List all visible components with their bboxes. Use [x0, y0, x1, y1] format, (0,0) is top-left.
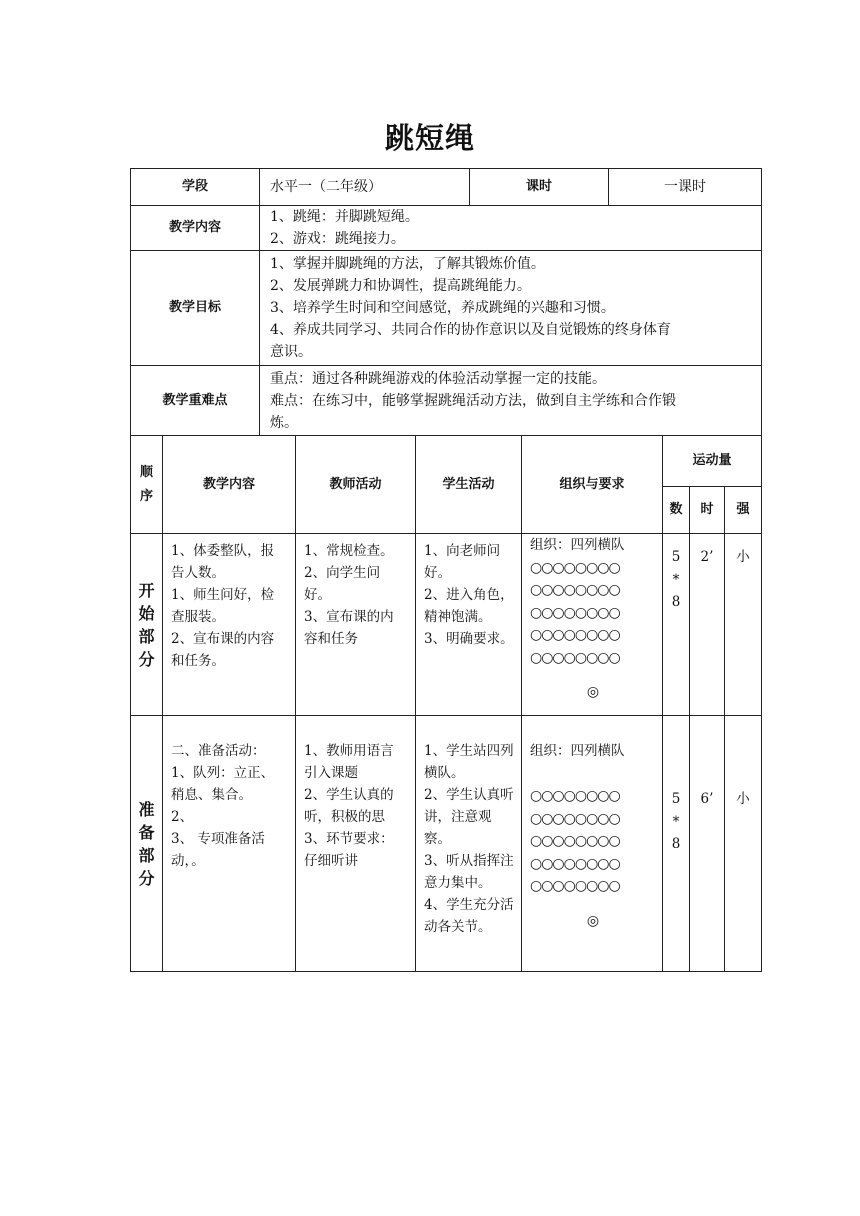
key-label: 教学重难点	[131, 366, 260, 436]
count-header: 数	[663, 487, 690, 534]
teacher-header: 教师活动	[296, 436, 416, 534]
section-time: 2’	[690, 534, 725, 716]
key-value	[260, 366, 762, 436]
stage-label: 学段	[131, 169, 260, 206]
formation-row: ○○○○○○○○	[530, 649, 620, 666]
formation-row: ○○○○○○○○	[530, 878, 620, 894]
formation-row: ○○○○○○○○	[530, 788, 620, 804]
section-intensity: 小	[725, 716, 762, 972]
formation-row: ○○○○○○○○	[530, 855, 620, 872]
key-line: 重点：通过各种跳绳游戏的体验活动掌握一定的技能。	[270, 370, 606, 387]
section-name: 准 备 部 分	[131, 716, 163, 972]
section-organization	[522, 534, 663, 716]
section-count: 5 * 8	[663, 534, 690, 716]
key-line: 难点：在练习中，能够掌握跳绳活动方法，做到自主学练和合作锻	[270, 392, 676, 409]
plan-header-row	[131, 436, 762, 487]
goal-line: 1、掌握并脚跳绳的方法，了解其锻炼价值。	[270, 256, 545, 272]
section-teacher: 1、教师用语言 引入课题 2、学生认真的 听，积极的思 3、环节要求： 仔细听讲	[296, 716, 416, 972]
formation-row: ○○○○○○○○	[530, 559, 620, 576]
content-header: 教学内容	[163, 436, 296, 534]
teacher-position-mark: ◎	[586, 912, 600, 929]
section-student: 1、向老师问 好。 2、进入角色， 精神饱满。 3、明确要求。	[416, 534, 522, 716]
content-label: 教学内容	[131, 206, 260, 251]
goal-label: 教学目标	[131, 251, 260, 366]
org-title: 组织：四列横队	[530, 743, 625, 759]
order-header: 顺 序	[131, 436, 163, 534]
section-teacher: 1、常规检查。 2、向学生问 好。 3、宣布课的内 容和任务	[296, 534, 416, 716]
key-row	[131, 366, 762, 436]
content-row	[131, 206, 762, 251]
section-content: 二、准备活动： 1、队列：立正、 稍息、集合。 2、 3、 专项准备活 动，。	[163, 716, 296, 972]
content-value	[260, 206, 762, 251]
section-intensity: 小	[725, 534, 762, 716]
lesson-plan-table	[130, 435, 762, 972]
content-line: 1、跳绳：并脚跳短绳。	[270, 209, 419, 225]
stage-value: 水平一（二年级）	[260, 169, 470, 206]
org-title: 组织：四列横队	[530, 537, 625, 553]
stage-row	[131, 169, 762, 206]
formation-row: ○○○○○○○○	[530, 810, 620, 827]
org-header: 组织与要求	[522, 436, 663, 534]
teacher-position-mark: ◎	[586, 684, 600, 700]
period-label: 课时	[470, 169, 609, 206]
goal-line: 意识。	[270, 344, 312, 360]
section-warmup-row	[131, 716, 762, 972]
goal-value	[260, 251, 762, 366]
student-header: 学生活动	[416, 436, 522, 534]
formation-row: ○○○○○○○○	[530, 833, 620, 849]
goal-line: 3、培养学生时间和空间感觉，养成跳绳的兴趣和习惯。	[270, 300, 615, 316]
period-value: 一课时	[609, 169, 762, 206]
goal-line: 4、养成共同学习、共同合作的协作意识以及自觉锻炼的终身体育	[270, 322, 671, 338]
formation-row: ○○○○○○○○	[530, 582, 620, 598]
section-start-row	[131, 534, 762, 716]
load-header: 运动量	[663, 436, 762, 487]
goal-row	[131, 251, 762, 366]
key-line: 炼。	[270, 414, 298, 431]
section-student: 1、学生站四列 横队。 2、学生认真听 讲，注意观察。 3、听从指挥注 意力集中。 4、学生充分活 动各关节。	[416, 716, 522, 972]
section-time: 6’	[690, 716, 725, 972]
formation-row: ○○○○○○○○	[530, 627, 620, 643]
section-count: 5 * 8	[663, 716, 690, 972]
section-content: 1、体委整队，报 告人数。 1、师生问好，检 查服装。 2、宣布课的内容 和任务。	[163, 534, 296, 716]
intensity-header: 强	[725, 487, 762, 534]
content-line: 2、游戏：跳绳接力。	[270, 231, 405, 247]
section-name: 开 始 部 分	[131, 534, 163, 716]
time-header: 时	[690, 487, 725, 534]
page-title: 跳短绳	[384, 121, 475, 155]
goal-line: 2、发展弹跳力和协调性，提高跳绳能力。	[270, 278, 531, 294]
formation-row: ○○○○○○○○	[530, 604, 620, 621]
lesson-info-table	[130, 168, 762, 436]
section-organization	[522, 716, 663, 972]
